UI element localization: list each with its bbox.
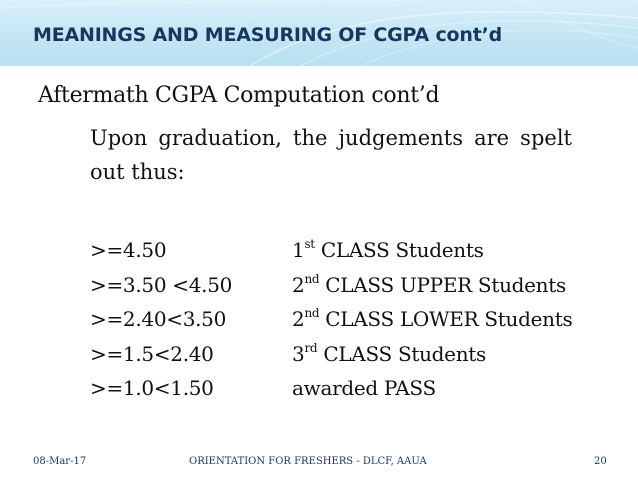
slide-title: MEANINGS AND MEASURING OF CGPA cont’d bbox=[33, 24, 502, 46]
cgpa-range: >=1.0<1.50 bbox=[90, 376, 214, 400]
footer-title: ORIENTATION FOR FRESHERS - DLCF, AAUA bbox=[189, 456, 427, 467]
cgpa-range: >=3.50 <4.50 bbox=[90, 272, 233, 297]
cgpa-range: >=4.50 bbox=[90, 238, 167, 262]
footer-date: 08-Mar-17 bbox=[33, 456, 87, 467]
title-banner bbox=[0, 0, 638, 66]
class-label: 2nd CLASS LOWER Students bbox=[292, 306, 573, 331]
section-subtitle: Aftermath CGPA Computation cont’d bbox=[38, 83, 440, 108]
class-label: 2nd CLASS UPPER Students bbox=[292, 271, 566, 297]
cgpa-range: >=1.5<2.40 bbox=[90, 341, 214, 366]
class-label: 3rd CLASS Students bbox=[292, 340, 486, 366]
intro-paragraph: Upon graduation, the judgements are spelt out thus: bbox=[90, 126, 572, 184]
class-label: awarded PASS bbox=[292, 376, 436, 400]
class-label: 1st CLASS Students bbox=[292, 237, 484, 262]
page-number: 20 bbox=[594, 456, 607, 467]
cgpa-range: >=2.40<3.50 bbox=[90, 307, 227, 331]
